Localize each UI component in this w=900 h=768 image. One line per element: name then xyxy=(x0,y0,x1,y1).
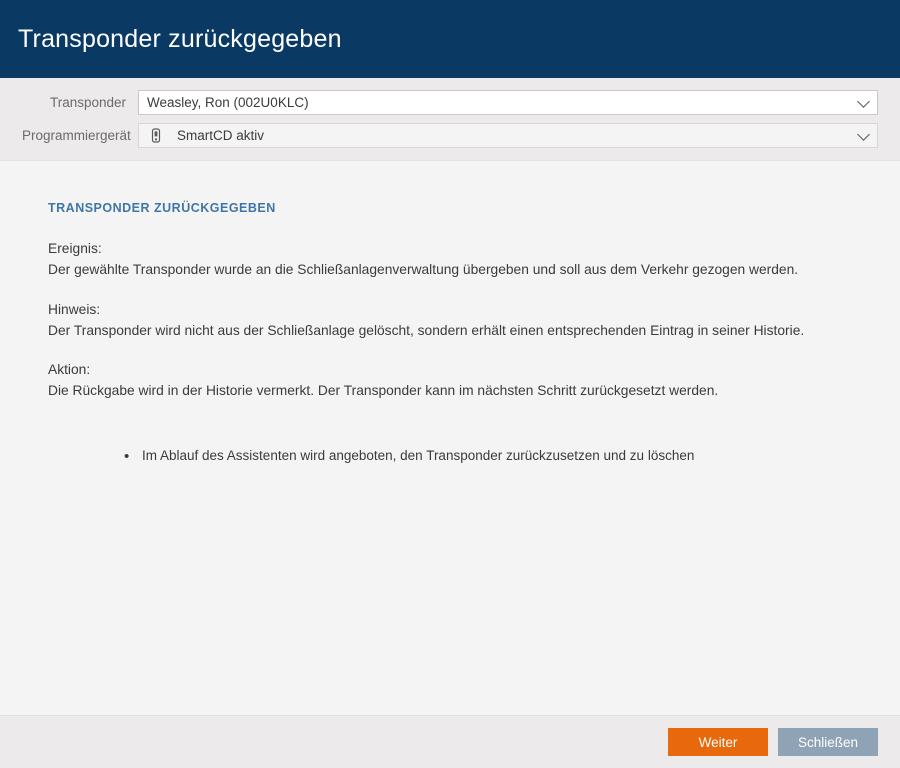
close-button[interactable]: Schließen xyxy=(778,728,878,756)
footer-bar xyxy=(0,715,900,768)
transponder-row xyxy=(22,90,878,115)
transponder-select[interactable] xyxy=(138,90,878,115)
programmer-label: Programmiergerät xyxy=(22,128,131,143)
title-bar xyxy=(0,0,900,78)
info-block-label: Aktion: xyxy=(48,362,91,378)
chevron-down-icon xyxy=(857,95,870,108)
programmer-select-value: SmartCD aktiv xyxy=(177,128,265,143)
section-heading: TRANSPONDER ZURÜCKGEGEBEN xyxy=(48,201,276,215)
main-content xyxy=(0,161,900,715)
transponder-select-value: Weasley, Ron (002U0KLC) xyxy=(147,95,309,110)
info-block-text: Die Rückgabe wird in der Historie vermerkt. Der Transponder kann im nächsten Schritt zurückgesetzt werden. xyxy=(48,383,719,399)
page-title: Transponder zurückgegeben xyxy=(18,24,342,53)
chevron-down-icon xyxy=(857,128,870,141)
list-item: • Im Ablauf des Assistenten wird angeboten, den Transponder zurückzusetzen und zu löschen xyxy=(120,447,852,466)
info-block-label: Ereignis: xyxy=(48,241,102,256)
info-block-text: Der gewählte Transponder wurde an die Schließanlagenverwaltung übergeben und soll aus dem Verkehr gezogen werden. xyxy=(48,262,799,277)
transponder-label: Transponder xyxy=(49,95,126,110)
info-block-aktion xyxy=(48,362,852,401)
info-block-hinweis xyxy=(48,302,852,341)
next-button[interactable]: Weiter xyxy=(668,728,768,756)
info-block-text: Der Transponder wird nicht aus der Schließanlage gelöscht, sondern erhält einen entsprechenden Eintrag in seiner Historie. xyxy=(48,322,805,338)
hint-bullet-list xyxy=(48,447,852,466)
selector-panel xyxy=(0,78,900,161)
smartcd-device-icon xyxy=(143,128,169,144)
info-block-label: Hinweis: xyxy=(48,301,101,317)
programmer-select[interactable] xyxy=(138,123,878,148)
info-block-ereignis xyxy=(48,241,852,280)
programmer-row xyxy=(22,123,878,148)
